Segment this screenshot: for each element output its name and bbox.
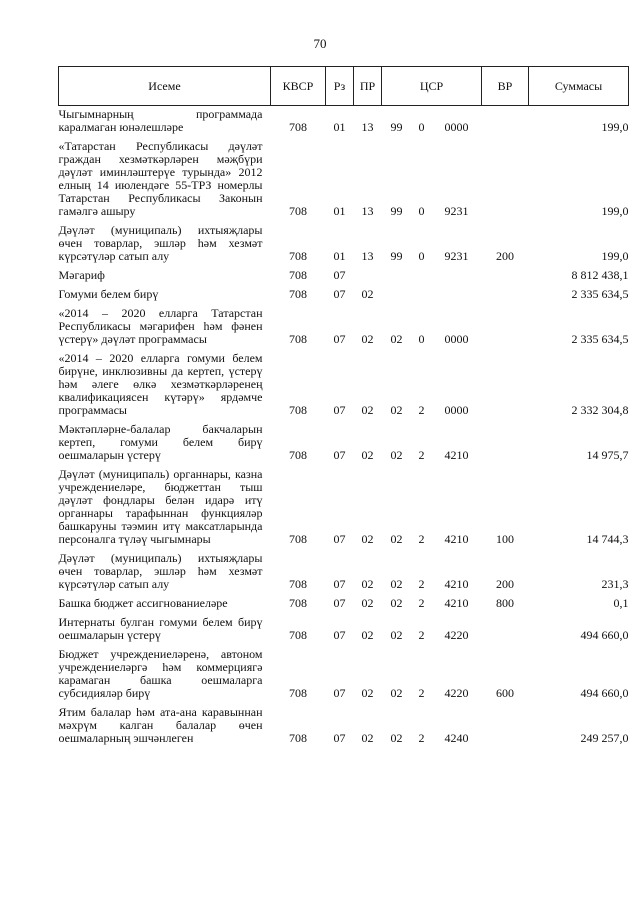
- cell-csr-direction: 4210: [444, 448, 469, 462]
- table-row: [59, 466, 629, 550]
- cell-csr-program: 02: [390, 686, 403, 700]
- cell-kvsr: 708: [289, 332, 307, 346]
- cell-csr-subprogram: 2: [418, 596, 425, 610]
- cell-name: «2014 – 2020 елларга Татарстан Республикасы мәгарифен һәм фәнен үстерү» дәүләт программасы: [58, 306, 263, 346]
- cell-pr: 02: [361, 332, 374, 346]
- cell-vr: [482, 350, 529, 421]
- cell-pr: 02: [361, 596, 374, 610]
- cell-kvsr: 708: [289, 249, 307, 263]
- cell-pr: 02: [361, 731, 374, 745]
- cell-name: Мәктәпләрне-балалар бакчаларын кертеп, гомуми белем бирү оешмаларын үстерү: [58, 422, 263, 462]
- header-rz: Рз: [326, 67, 354, 106]
- cell-rz: 07: [333, 287, 346, 301]
- cell-vr: 200: [496, 249, 515, 263]
- table-row: [59, 350, 629, 421]
- cell-rz: 01: [333, 204, 346, 218]
- cell-kvsr: 708: [289, 731, 307, 745]
- cell-vr: [482, 614, 529, 646]
- cell-csr-subprogram: 2: [418, 628, 425, 642]
- cell-rz: 01: [333, 249, 346, 263]
- header-vr: ВР: [482, 67, 529, 106]
- cell-name: Башка бюджет ассигнованиеләре: [58, 596, 228, 610]
- cell-name: Гомуми белем бирү: [58, 287, 159, 301]
- table-row: [59, 286, 629, 305]
- table-row: [59, 614, 629, 646]
- table-row: [59, 704, 629, 749]
- cell-name: Дәүләт (муниципаль) органнары, казна учреждениеләре, бюджеттан тыш дәүләт фондлары белән идарә итү органнары тарафыннан функцияләр башкаруны тәэмин итү максатларында персоналга түләү чыгымнары: [58, 467, 263, 546]
- cell-sum: 494 660,0: [580, 686, 629, 700]
- cell-csr-subprogram: 2: [418, 403, 425, 417]
- cell-csr-subprogram: 2: [418, 448, 425, 462]
- cell-vr: [482, 106, 529, 139]
- cell-csr-direction: 4210: [444, 577, 469, 591]
- cell-csr-program: [382, 286, 412, 305]
- cell-pr: 02: [361, 628, 374, 642]
- page-number: 70: [313, 36, 327, 51]
- cell-vr: 100: [496, 532, 515, 546]
- cell-name: Дәүләт (муниципаль) ихтыяҗлары өчен товарлар, эшләр һәм хезмәт күрсәтүләр сатып алу: [58, 223, 263, 263]
- table-row: [59, 421, 629, 466]
- cell-pr: 02: [361, 448, 374, 462]
- cell-sum: 2 332 304,8: [571, 403, 629, 417]
- cell-name: «2014 – 2020 елларга гомуми белем бирүне, инклюзивны да кертеп, үстерү һәм әлеге өлкә хезмәткәрләренең квалификациясен күтәрү» ярдәмче программасы: [58, 351, 263, 417]
- cell-kvsr: 708: [289, 596, 307, 610]
- cell-csr-direction: 4220: [444, 628, 469, 642]
- cell-csr-subprogram: 2: [418, 731, 425, 745]
- cell-pr: 02: [361, 287, 374, 301]
- cell-csr-subprogram: 2: [418, 577, 425, 591]
- table-header-row: [59, 67, 629, 106]
- cell-csr-program: [382, 267, 412, 286]
- cell-csr-subprogram: [412, 286, 432, 305]
- table-row: [59, 222, 629, 267]
- cell-vr: [482, 421, 529, 466]
- header-kvsr: КВСР: [271, 67, 326, 106]
- table-row: [59, 595, 629, 614]
- cell-csr-direction: 4210: [444, 532, 469, 546]
- cell-csr-subprogram: [412, 267, 432, 286]
- cell-csr-program: 02: [390, 532, 403, 546]
- table-row: [59, 646, 629, 704]
- cell-kvsr: 708: [289, 686, 307, 700]
- cell-csr-direction: 0000: [444, 120, 469, 134]
- cell-name: Дәүләт (муниципаль) ихтыяҗлары өчен товарлар, эшләр һәм хезмәт күрсәтүләр сатып алу: [58, 551, 263, 591]
- cell-rz: 07: [333, 628, 346, 642]
- cell-vr: 600: [496, 686, 515, 700]
- cell-name: Интернаты булган гомуми белем бирү оешмаларын үстерү: [58, 615, 263, 642]
- table-row: [59, 305, 629, 350]
- cell-kvsr: 708: [289, 577, 307, 591]
- cell-csr-direction: 9231: [444, 249, 469, 263]
- cell-rz: 07: [333, 731, 346, 745]
- cell-pr: [354, 267, 382, 286]
- cell-sum: 14 975,7: [586, 448, 629, 462]
- cell-csr-direction: 4210: [444, 596, 469, 610]
- cell-name: Ятим балалар һәм ата-ана каравыннан мәхрүм калган балалар өчен оешмаларның эшчәнлеген: [58, 705, 263, 745]
- cell-rz: 07: [333, 268, 346, 282]
- cell-csr-direction: [432, 267, 482, 286]
- cell-csr-program: 02: [390, 731, 403, 745]
- cell-sum: 249 257,0: [580, 731, 629, 745]
- header-csr: ЦСР: [382, 67, 482, 106]
- cell-csr-program: 99: [390, 249, 403, 263]
- cell-csr-program: 02: [390, 596, 403, 610]
- cell-pr: 13: [361, 249, 374, 263]
- cell-csr-program: 02: [390, 628, 403, 642]
- cell-sum: 494 660,0: [580, 628, 629, 642]
- cell-csr-subprogram: 0: [418, 332, 425, 346]
- cell-kvsr: 708: [289, 287, 307, 301]
- cell-csr-direction: 0000: [444, 332, 469, 346]
- cell-sum: 231,3: [601, 577, 629, 591]
- cell-rz: 07: [333, 332, 346, 346]
- cell-rz: 07: [333, 577, 346, 591]
- cell-kvsr: 708: [289, 204, 307, 218]
- cell-pr: 13: [361, 120, 374, 134]
- cell-name: Мәгариф: [58, 268, 105, 282]
- cell-csr-subprogram: 0: [418, 120, 425, 134]
- cell-kvsr: 708: [289, 532, 307, 546]
- table-row: [59, 106, 629, 139]
- cell-kvsr: 708: [289, 403, 307, 417]
- table-row: [59, 138, 629, 222]
- cell-sum: 199,0: [601, 204, 629, 218]
- cell-rz: 07: [333, 448, 346, 462]
- cell-pr: 02: [361, 577, 374, 591]
- table-body: [59, 106, 629, 750]
- cell-rz: 07: [333, 403, 346, 417]
- cell-vr: [482, 305, 529, 350]
- header-sum: Суммасы: [529, 67, 629, 106]
- cell-sum: 0,1: [613, 596, 629, 610]
- cell-csr-direction: 9231: [444, 204, 469, 218]
- cell-csr-program: 02: [390, 332, 403, 346]
- cell-csr-subprogram: 2: [418, 686, 425, 700]
- cell-csr-direction: 4220: [444, 686, 469, 700]
- cell-pr: 02: [361, 532, 374, 546]
- cell-kvsr: 708: [289, 120, 307, 134]
- cell-vr: 200: [496, 577, 515, 591]
- cell-csr-program: 02: [390, 403, 403, 417]
- cell-pr: 13: [361, 204, 374, 218]
- header-pr: ПР: [354, 67, 382, 106]
- cell-vr: [482, 267, 529, 286]
- cell-csr-subprogram: 0: [418, 204, 425, 218]
- cell-csr-subprogram: 0: [418, 249, 425, 263]
- cell-sum: 199,0: [601, 249, 629, 263]
- cell-rz: 01: [333, 120, 346, 134]
- cell-csr-program: 99: [390, 120, 403, 134]
- cell-csr-subprogram: 2: [418, 532, 425, 546]
- cell-sum: 2 335 634,5: [571, 332, 629, 346]
- cell-pr: 02: [361, 686, 374, 700]
- cell-sum: 8 812 438,1: [571, 268, 629, 282]
- cell-vr: [482, 704, 529, 749]
- cell-kvsr: 708: [289, 268, 307, 282]
- cell-kvsr: 708: [289, 448, 307, 462]
- cell-csr-direction: 0000: [444, 403, 469, 417]
- cell-csr-direction: [432, 286, 482, 305]
- budget-table: [58, 66, 629, 749]
- cell-sum: 2 335 634,5: [571, 287, 629, 301]
- cell-kvsr: 708: [289, 628, 307, 642]
- table-row: [59, 267, 629, 286]
- header-name: Исеме: [59, 67, 271, 106]
- cell-csr-program: 02: [390, 448, 403, 462]
- cell-rz: 07: [333, 532, 346, 546]
- cell-pr: 02: [361, 403, 374, 417]
- cell-csr-program: 99: [390, 204, 403, 218]
- cell-csr-direction: 4240: [444, 731, 469, 745]
- cell-sum: 14 744,3: [586, 532, 629, 546]
- cell-name: Чыгымнарның программада каралмаган юнәлешләре: [58, 107, 263, 134]
- cell-name: «Татарстан Республикасы дәүләт граждан хезмәткәрләрен мәҗбүри дәүләт иминләштерүе турында» 2012 елның 14 июлендәге 55-ТРЗ номерлы Татарстан Республикасы Законын гамәлгә ашыру: [58, 139, 263, 218]
- cell-csr-program: 02: [390, 577, 403, 591]
- cell-vr: [482, 138, 529, 222]
- cell-name: Бюджет учреждениеләренә, автоном учреждениеләргә һәм коммерциягә карамаган башка оешмаларга субсидияләр бирү: [58, 647, 263, 700]
- cell-rz: 07: [333, 596, 346, 610]
- cell-rz: 07: [333, 686, 346, 700]
- cell-vr: 800: [496, 596, 515, 610]
- table-row: [59, 550, 629, 595]
- cell-vr: [482, 286, 529, 305]
- cell-sum: 199,0: [601, 120, 629, 134]
